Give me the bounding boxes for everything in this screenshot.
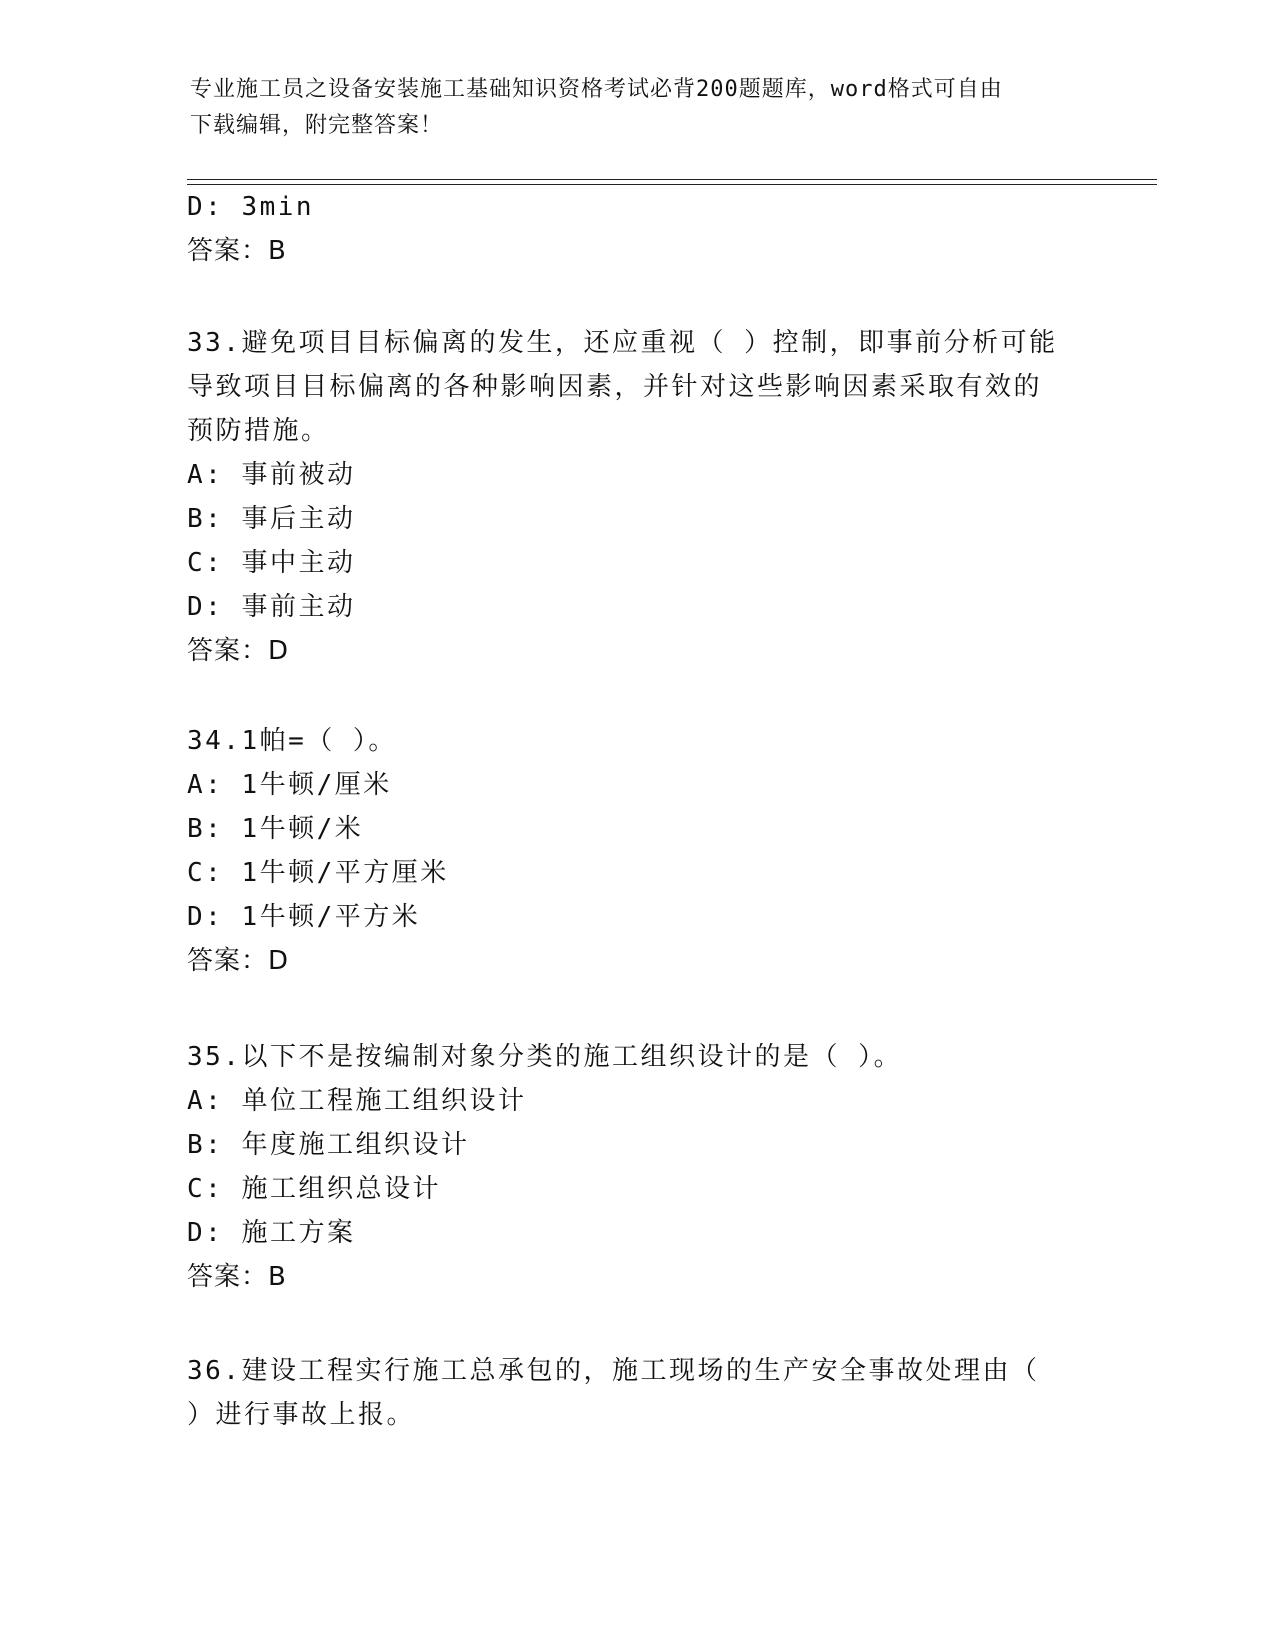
q33-option-c: C: 事中主动: [187, 548, 356, 578]
q33-option-d: D: 事前主动: [187, 592, 356, 622]
q35-option-b: B: 年度施工组织设计: [187, 1130, 470, 1160]
document-header: [190, 72, 1090, 144]
q32-option-d: D: 3min: [187, 192, 315, 222]
header-rule-bottom: [187, 184, 1157, 185]
q35-stem: 35.以下不是按编制对象分类的施工组织设计的是（ ）。: [187, 1042, 903, 1072]
q33-option-b: B: 事后主动: [187, 504, 356, 534]
q33-stem-line-1: 33.避免项目目标偏离的发生，还应重视（ ）控制，即事前分析可能: [187, 328, 1058, 358]
q33-option-a: A: 事前被动: [187, 460, 356, 490]
q33-answer: 答案：D: [187, 636, 290, 666]
q34-stem: 34.1帕=（ ）。: [187, 726, 397, 756]
q33-stem-line-3: 预防措施。: [187, 416, 330, 446]
q35-option-c: C: 施工组织总设计: [187, 1174, 441, 1204]
q34-option-a: A: 1牛顿/厘米: [187, 770, 392, 800]
q34-option-c: C: 1牛顿/平方厘米: [187, 858, 449, 888]
header-rule-top: [187, 179, 1157, 180]
header-line-1: 专业施工员之设备安装施工基础知识资格考试必背200题题库，word格式可自由: [190, 77, 1003, 102]
q34-option-d: D: 1牛顿/平方米: [187, 902, 421, 932]
header-line-2: 下载编辑，附完整答案！: [190, 113, 444, 138]
q35-option-a: A: 单位工程施工组织设计: [187, 1086, 527, 1116]
q32-answer: 答案：B: [187, 236, 287, 266]
q36-stem-line-2: ）进行事故上报。: [187, 1400, 416, 1430]
q34-option-b: B: 1牛顿/米: [187, 814, 364, 844]
q36-stem-line-1: 36.建设工程实行施工总承包的，施工现场的生产安全事故处理由（: [187, 1356, 1040, 1386]
q35-answer: 答案：B: [187, 1262, 287, 1292]
q35-option-d: D: 施工方案: [187, 1218, 356, 1248]
q33-stem-line-2: 导致项目目标偏离的各种影响因素，并针对这些影响因素采取有效的: [187, 372, 1043, 402]
q34-answer: 答案：D: [187, 946, 290, 976]
